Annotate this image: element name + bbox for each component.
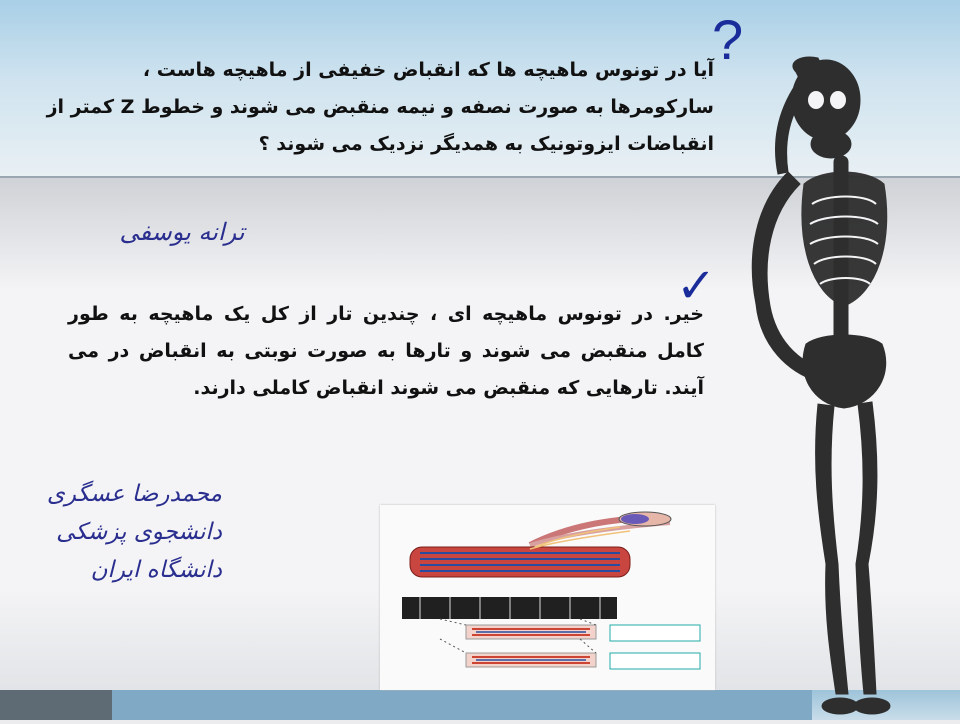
footer-dark-block: [0, 690, 112, 720]
muscle-fiber-svg: [380, 505, 715, 690]
skeleton-svg: [726, 44, 960, 720]
checkmark-icon: ✓: [676, 258, 717, 314]
question-mark-icon: ?: [712, 8, 744, 71]
question-text: آیا در تونوس ماهیچه ها که انقباض خفیفی از ماهیچه هاست ، سارکومرها به صورت نصفه و نیمه منقبض می شوند و خطوط Z کمتر از انقباضات ایزوتونیک به همدیگر نزدیک می شوند ؟: [46, 59, 714, 155]
asker-signature: ترانه یوسفی: [119, 218, 245, 246]
skeleton-illustration: [726, 44, 960, 720]
author-university: دانشگاه ایران: [90, 557, 222, 583]
author-name: محمدرضا عسگری: [46, 481, 222, 507]
footer-blue-block: [112, 690, 812, 720]
answer-text: خیر. در تونوس ماهیچه ای ، چندین تار از کل یک ماهیچه به طور کامل منقبض می شوند و تارها به صورت نوبتی به انقباض در می آیند. تارهایی که منقبض می شوند انقباض کاملی دارند.: [68, 303, 704, 399]
author-role: دانشجوی پزشکی: [56, 519, 222, 545]
muscle-fiber-diagram: [380, 505, 715, 690]
author-signature: [40, 475, 222, 589]
